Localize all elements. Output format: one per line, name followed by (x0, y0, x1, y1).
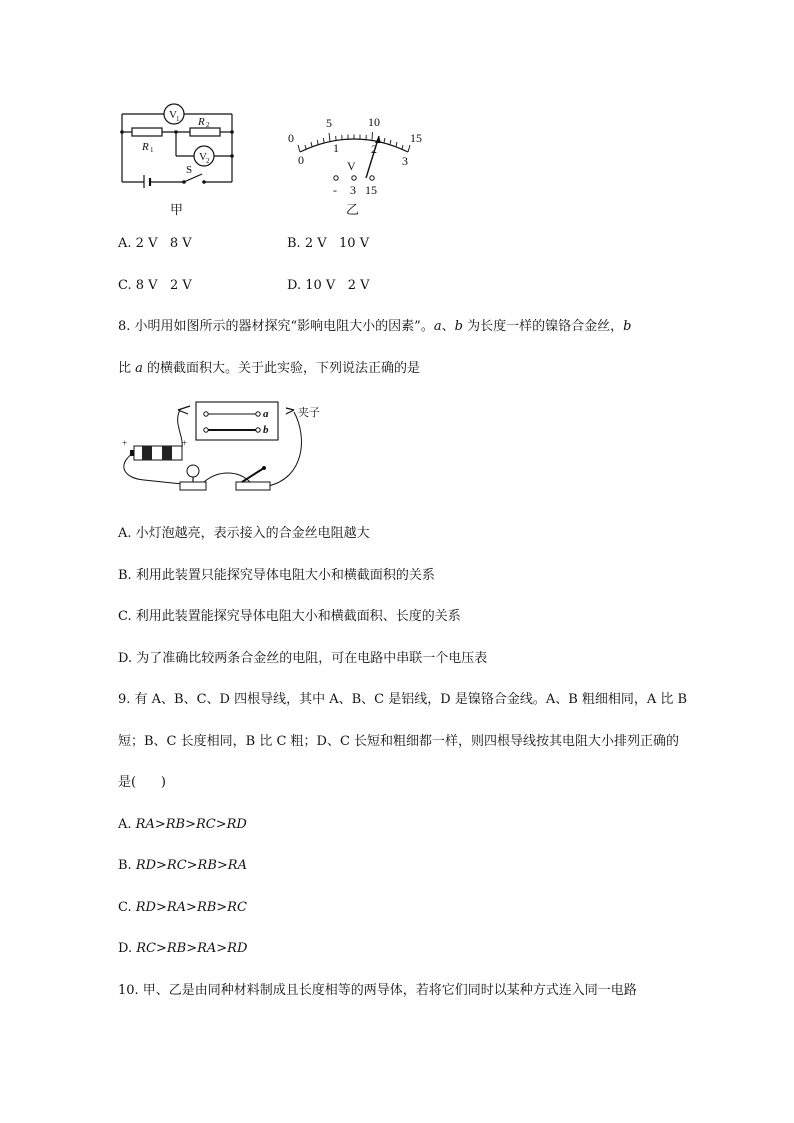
q7-option-d[interactable]: D. 10 V 2 V (287, 278, 370, 293)
svg-text:+: + (122, 438, 128, 448)
svg-text:1: 1 (150, 146, 154, 154)
top-scale-5: 5 (326, 116, 332, 130)
terminal-negative: - (333, 183, 337, 197)
q8-option-a[interactable]: A. 小灯泡越亮，表示接入的合金丝电阻越大 (118, 526, 370, 541)
wire-a-label: a (263, 408, 269, 420)
switch-label: S (186, 164, 193, 176)
q8-option-d[interactable]: D. 为了准确比较两条合金丝的电阻，可在电路中串联一个电压表 (118, 651, 488, 666)
wire-b-label: b (263, 424, 269, 436)
svg-text:+: + (182, 438, 188, 448)
q7-option-c[interactable]: C. 8 V 2 V (118, 278, 192, 293)
q8-option-c[interactable]: C. 利用此装置能探究导体电阻大小和横截面积、长度的关系 (118, 609, 461, 624)
bottom-scale-2: 2 (371, 142, 377, 156)
apparatus-figure (118, 398, 338, 498)
bottom-scale-3: 3 (402, 154, 408, 168)
q9-option-a[interactable]: A. RA>RB>RC>RD (118, 817, 247, 832)
terminal-3: 3 (350, 183, 356, 197)
svg-text:2: 2 (206, 157, 210, 165)
top-scale-0: 0 (288, 131, 294, 145)
q8-stem-line1: 8. 小明用如图所示的器材探究“影响电阻大小的因素”。a、b 为长度一样的镍铬合金丝，b (118, 319, 632, 334)
terminal-15: 15 (365, 183, 377, 197)
top-scale-15: 15 (410, 131, 422, 145)
figure-caption-yi: 乙 (346, 203, 360, 218)
q8-option-b[interactable]: B. 利用此装置只能探究导体电阻大小和横截面积的关系 (118, 568, 435, 583)
clip-label: 夹子 (298, 407, 320, 419)
q10-stem-line1: 10. 甲、乙是由同种材料制成且长度相等的两导体，若将它们同时以某种方式连入同一电路 (118, 983, 637, 998)
q9-option-b[interactable]: B. RD>RC>RB>RA (118, 858, 247, 873)
circuit-diagram-jia (112, 92, 242, 188)
figure-caption-jia: 甲 (170, 203, 184, 218)
unit-label: V (347, 159, 356, 173)
q9-option-d[interactable]: D. RC>RB>RA>RD (118, 941, 248, 956)
q9-stem-line1: 9. 有 A、B、C、D 四根导线，其中 A、B、C 是铝线，D 是镍铬合金线。A、B 粗细相同，A 比 B (118, 692, 688, 707)
v1-label: V (169, 109, 177, 121)
r2-label: R (198, 116, 205, 128)
bottom-scale-0: 0 (298, 153, 304, 167)
q7-option-a[interactable]: A. 2 V 8 V (118, 236, 192, 251)
v2-label: V (199, 151, 207, 163)
r1-label: R (142, 141, 149, 153)
q7-option-b[interactable]: B. 2 V 10 V (287, 236, 370, 251)
q9-stem-line2: 短；B、C 长度相同，B 比 C 粗；D、C 长短和粗细都一样，则四根导线按其电阻大小排列正确的 (118, 734, 680, 749)
bottom-scale-1: 1 (333, 141, 339, 155)
svg-text:2: 2 (206, 121, 210, 129)
svg-text:1: 1 (176, 115, 180, 123)
voltmeter-dial-yi (282, 112, 432, 202)
q8-stem-line2: 比 a 的横截面积大。关于此实验，下列说法正确的是 (118, 361, 421, 376)
q9-option-c[interactable]: C. RD>RA>RB>RC (118, 900, 247, 915)
top-scale-10: 10 (368, 115, 380, 129)
q9-stem-line3: 是( ) (118, 775, 166, 790)
